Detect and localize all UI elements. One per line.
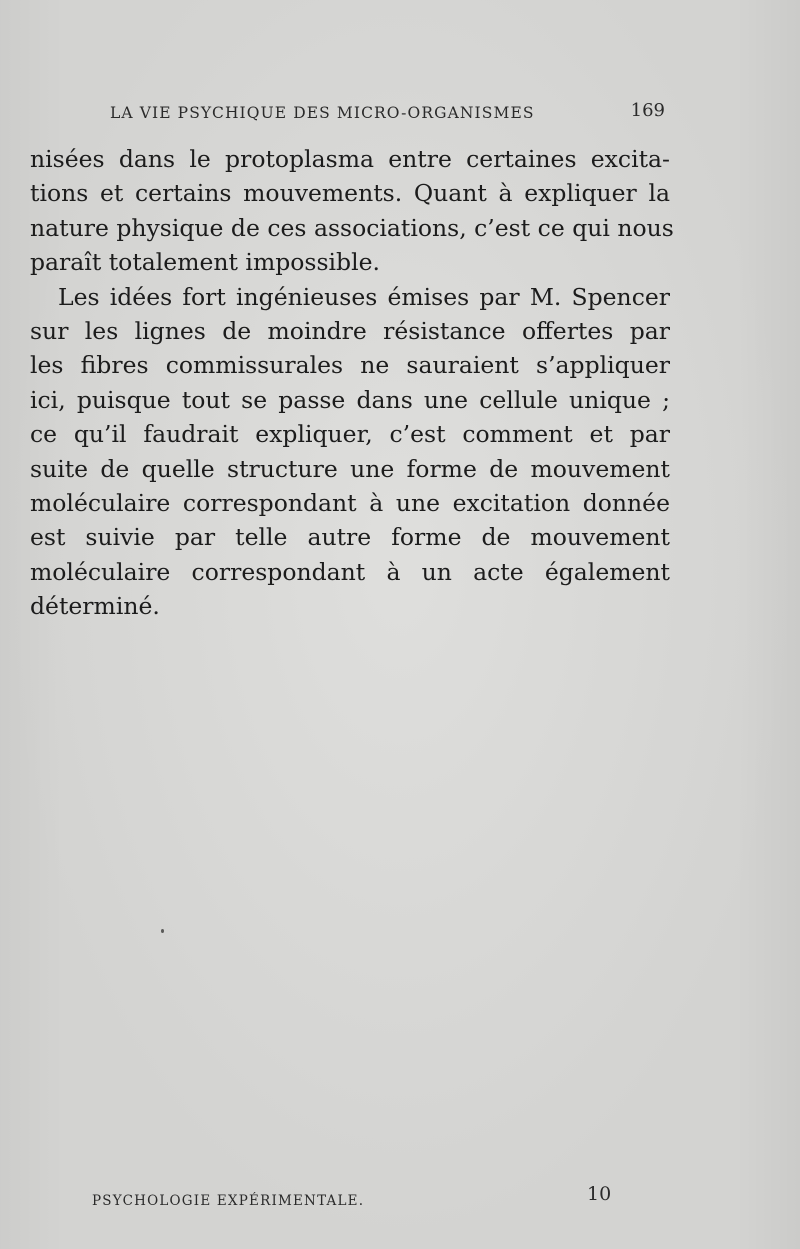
paragraph-2 [30,280,670,624]
text-line: moléculaire correspondant à une excitation donnée [30,488,670,517]
page-number: 169 [630,100,665,121]
text-line: nisées dans le protoplasma entre certaines excita- [30,145,670,173]
ink-speck [161,929,164,933]
text-line: sur les lignes de moindre résistance offertes par [30,316,670,345]
text-line: paraît totalement impossible. [30,248,380,277]
text-line: moléculaire correspondant à un acte également [30,557,670,586]
text-line: déterminé. [30,592,160,621]
signature-number: 10 [587,1183,612,1205]
text-line: suite de quelle structure une forme de mouvement [30,454,670,483]
text-line: nature physique de ces associations, c’est ce qui nous [30,213,674,242]
text-line: ce qu’il faudrait expliquer, c’est comment et par [30,420,670,449]
running-title: LA VIE PSYCHIQUE DES MICRO-ORGANISMES [110,104,535,122]
signature-mark: PSYCHOLOGIE EXPÉRIMENTALE. [92,1193,365,1209]
text-line: les fibres commissurales ne sauraient s’appliquer [30,351,670,380]
body-text [30,142,674,623]
text-line: est suivie par telle autre forme de mouvement [30,523,670,552]
text-line: tions et certains mouvements. Quant à expliquer la [30,179,670,208]
running-head [110,100,665,130]
paragraph-1 [30,142,674,280]
text-line: ici, puisque tout se passe dans une cellule unique ; [30,385,670,414]
signature-footer [92,1183,612,1213]
text-line: Les idées fort ingénieuses émises par M. Spencer [58,282,670,311]
